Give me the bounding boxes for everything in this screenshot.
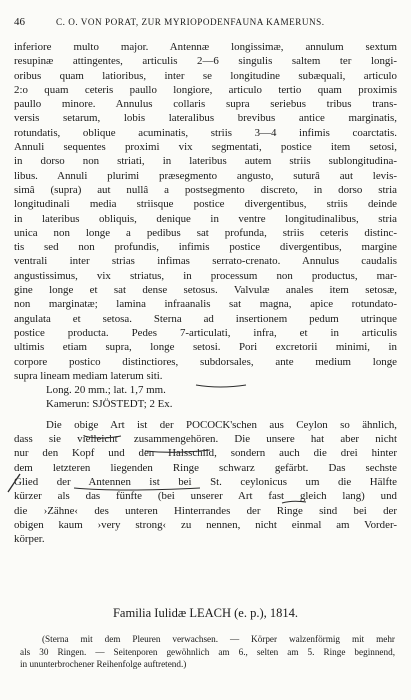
underline-zusammengehoren <box>74 488 200 490</box>
text-line: versis setarum, lobis lateralibus brevibus antice marginatis, <box>14 112 397 125</box>
underline-pori-excretorii <box>196 385 246 387</box>
text-line: ultimis etiam supra, longe setosi. Pori excretorii minimi, in <box>14 341 397 354</box>
text-line: Annuli sequentes proximi vix segmentati, postice item setosi, <box>14 141 397 154</box>
text-line: die ›Zähne‹ des unteren Hinterrandes der Ringe sind bei der <box>14 504 397 517</box>
underline-halsschild <box>282 501 306 503</box>
text-line: tis sed non profundis, infimis postice divergentibus, margine <box>14 241 397 254</box>
text-line: 2:o quam ceteris paullo longiore, articulo tertio quam proximis <box>14 83 397 96</box>
measurements-line: Long. 20 mm.; lat. 1,7 mm. <box>46 384 166 397</box>
text-line: unica non longe a pedibus sat profunda, striis ceteris distinc- <box>14 226 397 239</box>
note-line: als 30 Ringen. — Seitenporen gewöhnlich am 6., selten am 5. Ringe beginnend, <box>20 646 395 657</box>
locality-line: Kamerun: SJÖSTEDT; 2 Ex. <box>46 398 173 411</box>
text-line: libus. Annuli plurimi præsegmento angusto, suturâ aut levis- <box>14 169 397 182</box>
text-line: resupinæ attingentes, articulis 2—6 singulis saltem ter longi- <box>14 55 397 68</box>
text-line: inferiore multo major. Antennæ longissimæ, annulum sextum <box>14 41 397 53</box>
text-line: corpore postico distinctiores, subdorsales, ante medium longe <box>14 355 397 368</box>
text-line: dass sie vielleicht zusammengehören. Die unsere hat aber nicht <box>14 433 397 446</box>
text-line: non marginatæ; lamina infraanalis sat magna, apice rotundato- <box>14 298 397 311</box>
underline-length <box>84 436 121 438</box>
running-title: C. O. VON PORAT, ZUR MYRIOPODENFAUNA KAMERUNS. <box>56 17 325 27</box>
text-line: rotundatis, oblique acuminatis, striis 3—4 infimis coarctatis. <box>14 126 397 139</box>
text-line: in lateribus obliquis, denique in ventre longitudinalibus, stria <box>14 212 397 225</box>
note-line: (Sterna mit dem Pleuren verwachsen. — Körper walzenförmig mit mehr <box>42 634 395 644</box>
family-heading: Familia Iulidæ LEACH (e. p.), 1814. <box>112 606 299 620</box>
text-line: ventrali inter strias infimas serrato-crenato. Annulus caudalis <box>14 255 397 268</box>
margin-slash-mark <box>8 474 20 492</box>
text-line: paullo minore. Annulus collaris supra seriebus tribus trans- <box>14 98 397 111</box>
text-line: Die obige Art ist der POCOCK'schen aus Ceylon so ähnlich, <box>46 418 397 431</box>
text-line: dem letzteren liegenden Ringe schwarz gefärbt. Das sechste <box>14 461 397 474</box>
text-line: körper. <box>14 533 45 546</box>
text-line: obigen kaum ›very strong‹ zu nennen, nicht einmal am Vorder- <box>14 518 397 531</box>
text-line: Glied der Antennen ist bei St. ceylonicus um die Hälfte <box>14 475 397 488</box>
text-line: kürzer als das fünfte (bei unserer Art fast gleich lang) und <box>14 490 397 503</box>
text-line: angulata et setosa. Sterna ad insertionem pedum utrinque <box>14 312 397 325</box>
text-line: supra lineam mediam laterum siti. <box>14 369 163 382</box>
note-line: in ununterbrochener Reihenfolge auftretend.) <box>20 659 187 669</box>
text-line: nur den Kopf und den Halsschild, sondern auch die drei hinter <box>14 447 397 460</box>
text-line: simâ (supra) aut nullâ a postsegmento discreto, in dorso stria <box>14 183 397 196</box>
text-line: angustissimus, vix striatus, in processum non productus, mar- <box>14 269 397 282</box>
text-line: postice producta. Pedes 7-articulati, infra, et in articulis <box>14 326 397 339</box>
text-line: longitudinali media striisque postice divergentibus, striis deinde <box>14 198 397 211</box>
text-line: gine longe et sat dense setosus. Valvulæ anales item setosæ, <box>14 284 397 297</box>
text-line: oribus quam latioribus, inter se longitudine subæquali, articulo <box>14 69 397 82</box>
page-number: 46 <box>14 16 25 28</box>
underline-specimens <box>145 450 210 452</box>
text-line: in dorso non striati, in lateribus autem striis sublongitudina- <box>14 155 397 168</box>
